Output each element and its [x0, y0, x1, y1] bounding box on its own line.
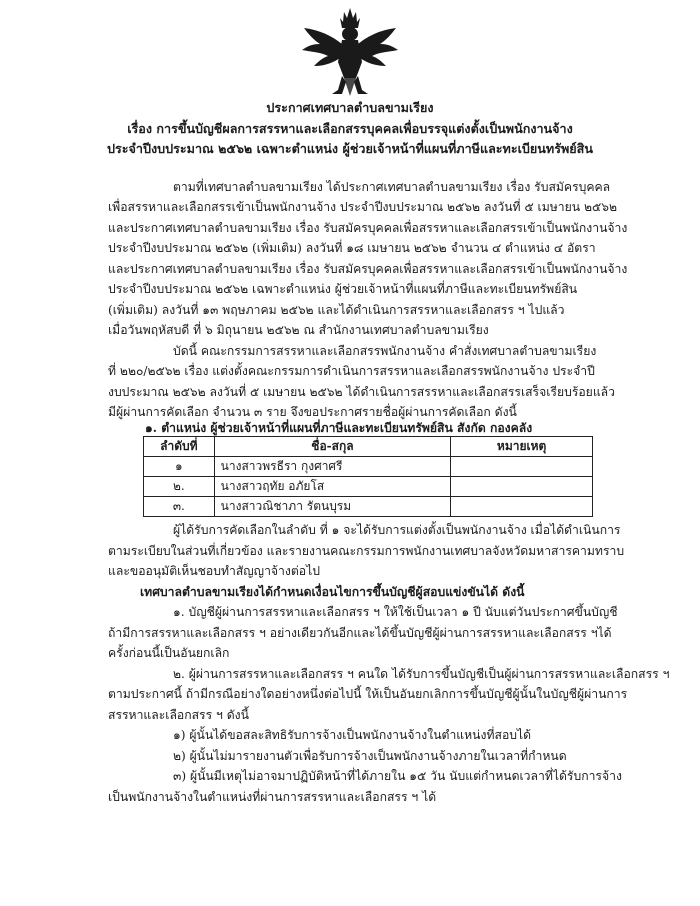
col-header-name: ชื่อ-สกุล — [214, 437, 451, 457]
row-note — [451, 457, 593, 477]
cond1-line2: ถ้ามีการสรรหาและเลือกสรร ฯ อย่างเดียวกันอีกและได้ขึ้นบัญชีผู้ผ่านการสรรหาและเลือกสรร ฯได้ — [108, 626, 612, 640]
row-order: ๑ — [144, 457, 215, 477]
section-title: ๑. ตำแหน่ง ผู้ช่วยเจ้าหน้าที่แผนที่ภาษีและทะเบียนทรัพย์สิน สังกัด กองคลัง — [145, 421, 533, 435]
cond2-item3-cont: เป็นพนักงานจ้างในตำแหน่งที่ผ่านการสรรหาและเลือกสรร ฯ ได้ — [108, 790, 437, 804]
table-row — [144, 457, 593, 477]
cond2-item1: ๑) ผู้นั้นได้ขอสละสิทธิรับการจ้างเป็นพนักงานจ้างในตำแหน่งที่สอบได้ — [173, 728, 532, 742]
col-header-note: หมายเหตุ — [451, 437, 593, 457]
para1-line8: เมื่อวันพฤหัสบดี ที่ ๖ มิถุนายน ๒๕๖๒ ณ สำนักงานเทศบาลตำบลขามเรียง — [108, 323, 489, 337]
row-name: นางสาวพรธีรา กุงศาศรี — [214, 457, 451, 477]
para1-line5: และประกาศเทศบาลตำบลขามเรียง เรื่อง รับสมัครบุคคลเพื่อสรรหาและเลือกสรรเข้าเป็นพนักงานจ้าง — [108, 262, 628, 276]
para3-line3: และขออนุมัติเห็นชอบทำสัญญาจ้างต่อไป — [108, 564, 320, 578]
para2-line2: ที่ ๒๒๐/๒๕๖๒ เรื่อง แต่งตั้งคณะกรรมการดำเนินการสรรหาและเลือกสรรพนักงานจ้าง ประจำปี — [108, 364, 595, 378]
row-order: ๓. — [144, 497, 215, 517]
para3-line1: ผู้ได้รับการคัดเลือกในลำดับ ที่ ๑ จะได้รับการแต่งตั้งเป็นพนักงานจ้าง เมื่อได้ดำเนินการ — [173, 523, 621, 537]
row-note — [451, 497, 593, 517]
table-row — [144, 477, 593, 497]
row-note — [451, 477, 593, 497]
row-order: ๒. — [144, 477, 215, 497]
cond2-item2: ๒) ผู้นั้นไม่มารายงานตัวเพื่อรับการจ้างเป็นพนักงานจ้างภายในเวลาที่กำหนด — [173, 749, 567, 763]
para3-line2: ตามระเบียบในส่วนที่เกี่ยวข้อง และรายงานคณะกรรมการพนักงานเทศบาลจังหวัดมหาสารคามทราบ — [108, 544, 625, 558]
cond1-line3: ครั้งก่อนนี้เป็นอันยกเลิก — [108, 646, 230, 660]
para1-line7: (เพิ่มเติม) ลงวันที่ ๑๓ พฤษภาคม ๒๕๖๒ และได้ดำเนินการสรรหาและเลือกสรร ฯ ไปแล้ว — [108, 303, 565, 317]
para2-line4: มีผู้ผ่านการคัดเลือก จำนวน ๓ ราย จึงขอประกาศรายชื่อผู้ผ่านการคัดเลือก ดังนี้ — [108, 405, 517, 419]
cond1-line1: ๑. บัญชีผู้ผ่านการสรรหาและเลือกสรร ฯ ให้ใช้เป็นเวลา ๑ ปี นับแต่วันประกาศขึ้นบัญชี — [173, 605, 618, 619]
para1-line4: ประจำปีงบประมาณ ๒๕๖๒ (เพิ่มเติม) ลงวันที่ ๑๘ เมษายน ๒๕๖๒ จำนวน ๔ ตำแหน่ง ๔ อัตรา — [108, 241, 596, 255]
para1-line3: และประกาศเทศบาลตำบลขามเรียง เรื่อง รับสมัครบุคคลเพื่อสรรหาและเลือกสรรเข้าเป็นพนักงานจ้าง — [108, 221, 628, 235]
para2-line1: บัดนี้ คณะกรรมการสรรหาและเลือกสรรพนักงานจ้าง คำสั่งเทศบาลตำบลขามเรียง — [173, 344, 597, 358]
row-name: นางสาวณิชาภา รัตนบุรม — [214, 497, 451, 517]
table-row — [144, 497, 593, 517]
para1-line6: ประจำปีงบประมาณ ๒๕๖๒ เฉพาะตำแหน่ง ผู้ช่วยเจ้าหน้าที่แผนที่ภาษีและทะเบียนทรัพย์สิน — [108, 282, 578, 296]
para2-line3: งบประมาณ ๒๕๖๒ ลงวันที่ ๕ เมษายน ๒๕๖๒ ได้ดำเนินการสรรหาและเลือกสรรเสร็จเรียบร้อยแล้ว — [108, 385, 615, 399]
candidate-table — [143, 436, 593, 517]
cond2-line2: ตามประกาศนี้ ถ้ามีกรณีอย่างใดอย่างหนึ่งต่อไปนี้ ให้เป็นอันยกเลิกการขึ้นบัญชีผู้นั้นในบัญชีผู้ผ่านการ — [108, 687, 628, 701]
para1-line1: ตามที่เทศบาลตำบลขามเรียง ได้ประกาศเทศบาลตำบลขามเรียง เรื่อง รับสมัครบุคคล — [173, 180, 611, 194]
announcement-subject-line2: ประจำปีงบประมาณ ๒๕๖๒ เฉพาะตำแหน่ง ผู้ช่วยเจ้าหน้าที่แผนที่ภาษีและทะเบียนทรัพย์สิน — [107, 141, 593, 156]
garuda-emblem-icon — [298, 6, 402, 98]
cond2-line3: สรรหาและเลือกสรร ฯ ดังนี้ — [108, 708, 249, 722]
row-name: นางสาวฤทัย อภัยโส — [214, 477, 451, 497]
announcement-subject: เรื่อง การขึ้นบัญชีผลการสรรหาและเลือกสรรบุคคลเพื่อบรรจุแต่งตั้งเป็นพนักงานจ้าง — [127, 121, 573, 136]
table-header-row — [144, 437, 593, 457]
announcement-title: ประกาศเทศบาลตำบลขามเรียง — [266, 100, 434, 115]
conditions-title: เทศบาลตำบลขามเรียงได้กำหนดเงื่อนไขการขึ้นบัญชีผู้สอบแข่งขันได้ ดังนี้ — [140, 585, 525, 599]
cond2-line1: ๒. ผู้ผ่านการสรรหาและเลือกสรร ฯ คนใด ได้รับการขึ้นบัญชีเป็นผู้ผ่านการสรรหาและเลือกสรร ฯ — [173, 667, 670, 681]
cond2-item3: ๓) ผู้นั้นมีเหตุไม่อาจมาปฏิบัติหน้าที่ได้ภายใน ๑๕ วัน นับแต่กำหนดเวลาที่ได้รับการจ้าง — [173, 769, 622, 783]
para1-line2: เพื่อสรรหาและเลือกสรรเข้าเป็นพนักงานจ้าง ประจำปีงบประมาณ ๒๕๖๒ ลงวันที่ ๕ เมษายน ๒๕๖๒ — [108, 200, 617, 214]
col-header-order: ลำดับที่ — [144, 437, 215, 457]
